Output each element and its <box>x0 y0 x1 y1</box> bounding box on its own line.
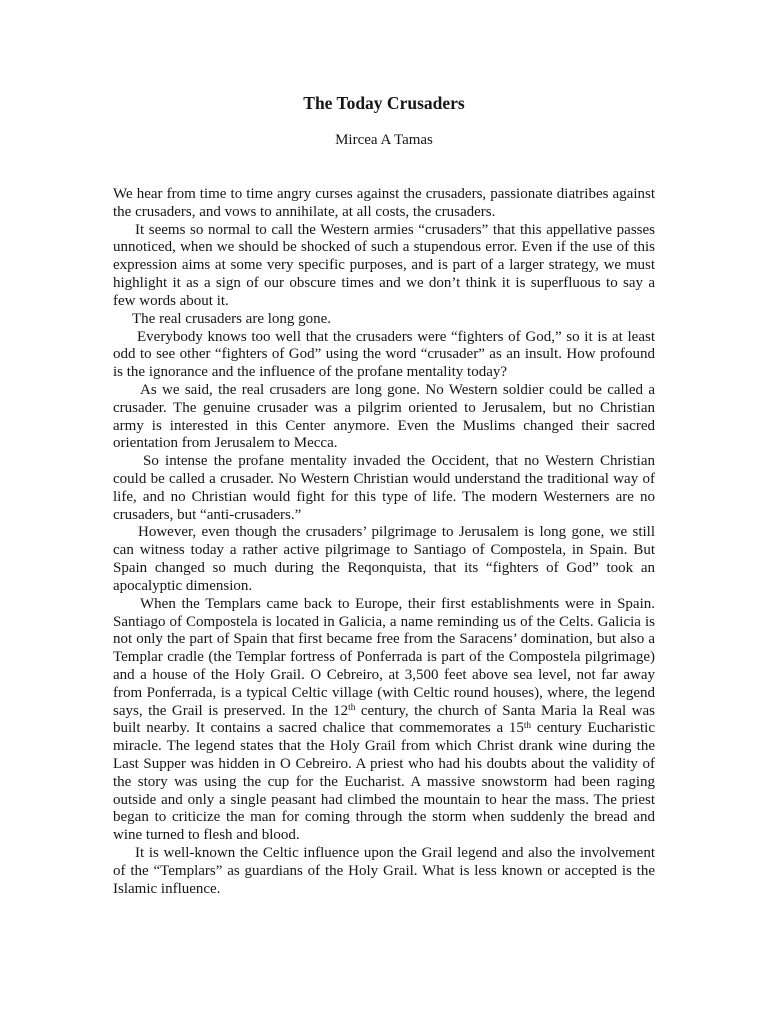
text-segment: century Eucharistic <box>531 720 656 737</box>
text-line: can witness today a rather active pilgrimage to Santiago of Compostela, in Spain. But <box>113 542 655 559</box>
text-line: unnoticed, when we should be shocked of such a stupendous error. Even if the use of this <box>113 239 655 256</box>
text-line: army is interested in this Center anymore. Even the Muslims changed their sacred <box>113 417 655 434</box>
text-line: orientation from Jerusalem to Mecca. <box>113 435 338 452</box>
paragraph <box>113 311 655 329</box>
text-line: is the ignorance and the influence of the profane mentality today? <box>113 364 508 381</box>
text-line: Spain changed so much during the Reqonquista, that its “fighters of God” took an <box>113 560 655 577</box>
text-line: The real crusaders are long gone. <box>132 310 332 327</box>
text-line: crusader. The genuine crusader was a pilgrim oriented to Jerusalem, but no Christian <box>113 399 655 416</box>
document-title: The Today Crusaders <box>303 93 465 113</box>
text-line: When the Templars came back to Europe, their first establishments were in Spain. <box>140 595 655 612</box>
text-line: crusaders, but “anti-crusaders.” <box>113 506 302 523</box>
text-line: the story was using the cup for the Eucharist. A massive snowstorm had been raging <box>113 773 655 790</box>
text-line: not only the part of Spain that first became free from the Saracens’ domination, but also a <box>113 631 655 648</box>
ordinal-suffix: th <box>348 702 356 713</box>
paragraph <box>113 596 655 845</box>
text-line: However, even though the crusaders’ pilgrimage to Jerusalem is long gone, we still <box>138 524 655 541</box>
text-line: apocalyptic dimension. <box>113 577 253 594</box>
text-line <box>113 720 655 738</box>
text-line: highlight it as a sign of our obscure times and we don’t think it is superfluous to say a <box>113 275 655 292</box>
text-segment: says, the Grail is preserved. In the 12 <box>113 702 349 719</box>
text-line: wine turned to flesh and blood. <box>113 827 300 844</box>
text-line: It seems so normal to call the Western armies “crusaders” that this appellative passes <box>135 221 655 238</box>
text-line: miracle. The legend states that the Holy Grail from which Christ drank wine during the <box>113 738 655 755</box>
text-line: We hear from time to time angry curses against the crusaders, passionate diatribes against <box>113 186 655 202</box>
author-name: Mircea A Tamas <box>335 132 433 148</box>
document-body <box>113 186 655 899</box>
text-line: outside and only a single peasant had climbed the mountain to hear the mass. The priest <box>113 791 655 808</box>
paragraph <box>113 453 655 524</box>
ordinal-suffix: th <box>523 720 532 731</box>
text-line: Islamic influence. <box>113 880 221 897</box>
text-line: As we said, the real crusaders are long gone. No Western soldier could be called a <box>140 381 655 398</box>
text-line: Templar cradle (the Templar fortress of Ponferrada is part of the Compostela pilgrimage) <box>113 649 655 666</box>
paragraph <box>113 382 655 453</box>
paragraph <box>113 186 655 222</box>
text-line: and a house of the Holy Grail. O Cebreiro, at 3,500 feet above sea level, not far away <box>113 666 655 683</box>
paragraph <box>113 845 655 898</box>
paragraph <box>113 524 655 595</box>
text-line: odd to see other “fighters of God” using the word “crusader” as an insult. How profound <box>113 346 655 363</box>
text-line: Everybody knows too well that the crusaders were “fighters of God,” so it is at least <box>137 328 655 345</box>
text-line: Santiago of Compostela is located in Galicia, a name reminding us of the Celts. Galicia is <box>113 613 655 630</box>
paragraph <box>113 222 655 311</box>
text-line: Last Supper was hidden in O Cebreiro. A priest who had his doubts about the validity of <box>113 756 655 772</box>
text-line: So intense the profane mentality invaded the Occident, that no Western Christian <box>143 453 655 470</box>
text-line: could be called a crusader. No Western Christian would understand the traditional way of <box>113 471 655 487</box>
paragraph <box>113 329 655 382</box>
text-line: from Ponferrada, is a typical Celtic village (with Celtic round houses), where, the legend <box>113 684 655 701</box>
text-line: life, and no Christian would fight for this type of life. The modern Westerners are no <box>113 488 655 505</box>
text-line: of the “Templars” as guardians of the Holy Grail. What is less known or accepted is the <box>113 862 655 879</box>
text-segment: century, the church of Santa Maria la Real was <box>355 702 656 719</box>
text-line: the crusaders, and vows to annihilate, at all costs, the crusaders. <box>113 203 496 220</box>
text-segment: built nearby. It contains a sacred chalice that commemorates a 15 <box>113 720 524 737</box>
text-line: It is well-known the Celtic influence upon the Grail legend and also the involvement <box>135 845 655 862</box>
text-line <box>113 703 655 721</box>
text-line: began to criticize the man for coming through the storm when suddenly the bread and <box>113 809 655 826</box>
text-line: expression aims at some very specific purposes, and is part of a larger strategy, we must <box>113 257 655 274</box>
text-line: few words about it. <box>113 292 229 309</box>
